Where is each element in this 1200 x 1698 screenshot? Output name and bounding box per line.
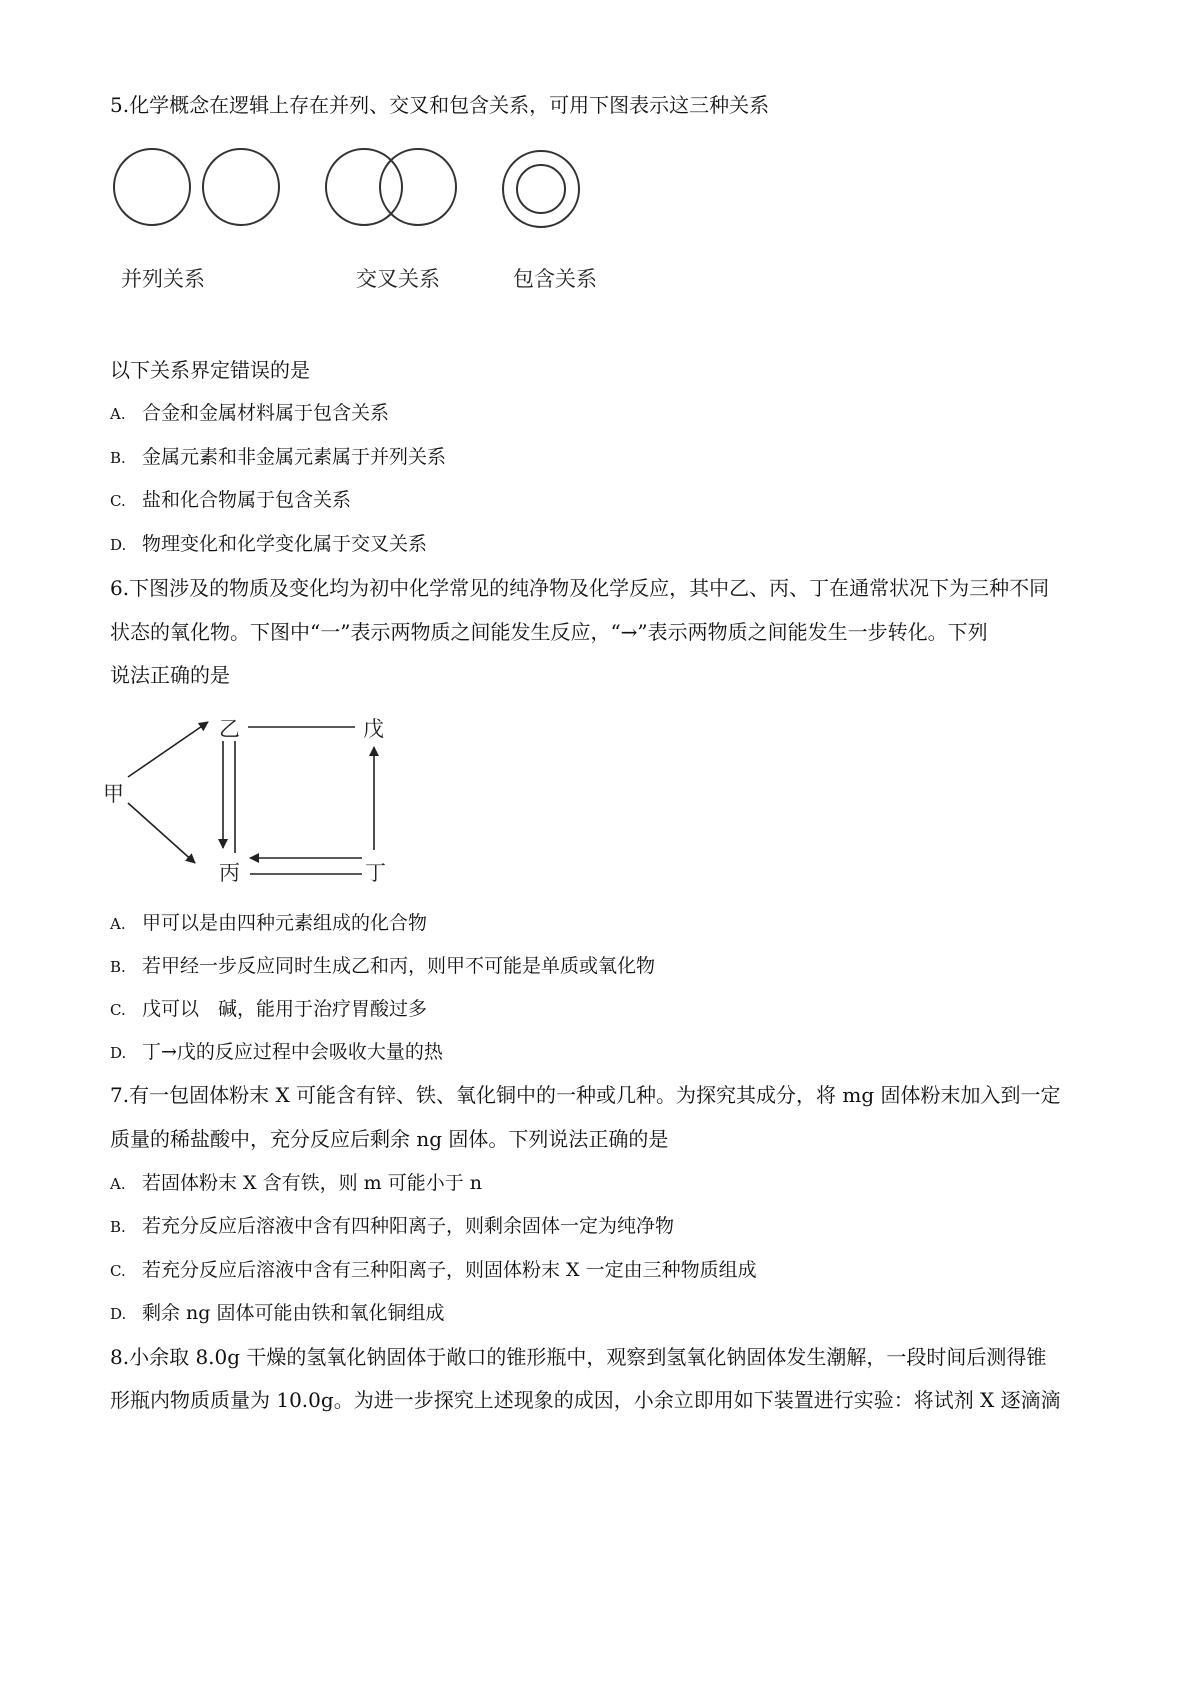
label-parallel: 并列关系 (121, 267, 205, 291)
node-jia: 甲 (103, 782, 124, 806)
q8-stem-line-1: 8.小余取 8.0g 干燥的氢氧化钠固体于敞口的锥形瓶中，观察到氢氧化钠固体发生潮解，一段时间后测得锥 (110, 1345, 1047, 1369)
q6-stem-line-3: 说法正确的是 (110, 663, 230, 687)
q5-option-b: B. 金属元素和非金属元素属于并列关系 (110, 446, 447, 468)
q5-option-d: D. 物理变化和化学变化属于交叉关系 (110, 533, 428, 555)
contain-circle-outer (503, 151, 579, 227)
q8-stem-line-2: 形瓶内物质质量为 10.0g。为进一步探究上述现象的成因，小余立即用如下装置进行实验：将试剂 X 逐滴滴 (110, 1388, 1061, 1412)
q7-stem-line-1: 7.有一包固体粉末 X 可能含有锌、铁、氧化铜中的一种或几种。为探究其成分，将 mg 固体粉末加入到一定 (110, 1083, 1061, 1107)
arrow-jia-to-bing (128, 803, 195, 863)
q6-stem-line-2: 状态的氧化物。下图中“一”表示两物质之间能发生反应，“→”表示两物质之间能发生一步转化。下列 (110, 620, 988, 644)
q7-stem-line-2: 质量的稀盐酸中，充分反应后剩余 ng 固体。下列说法正确的是 (110, 1127, 669, 1151)
parallel-circle-left (114, 149, 190, 225)
arrow-jia-to-yi (128, 722, 208, 777)
q5-stem: 5.化学概念在逻辑上存在并列、交叉和包含关系，可用下图表示这三种关系 (110, 93, 770, 117)
label-cross: 交叉关系 (356, 267, 440, 291)
q6-option-c: C. 戊可以 碱，能用于治疗胃酸过多 (110, 998, 428, 1020)
set-relation-figure (100, 135, 620, 245)
q6-stem-line-1: 6.下图涉及的物质及变化均为初中化学常见的纯净物及化学反应，其中乙、丙、丁在通常状况下为三种不同 (110, 576, 1050, 600)
q7-option-a: A. 若固体粉末 X 含有铁，则 m 可能小于 n (110, 1172, 482, 1194)
cross-circle-right (380, 149, 456, 225)
q6-option-d: D. 丁→戊的反应过程中会吸收大量的热 (110, 1041, 443, 1063)
q7-option-d: D. 剩余 ng 固体可能由铁和氧化铜组成 (110, 1302, 445, 1324)
node-yi: 乙 (219, 717, 240, 741)
label-contain: 包含关系 (513, 267, 597, 291)
node-wu: 戊 (363, 717, 384, 741)
node-ding: 丁 (365, 861, 386, 885)
q6-option-b: B. 若甲经一步反应同时生成乙和丙，则甲不可能是单质或氧化物 (110, 955, 656, 977)
q5-option-c: C. 盐和化合物属于包含关系 (110, 489, 352, 511)
q5-option-a: A. 合金和金属材料属于包含关系 (110, 402, 390, 424)
q5-prompt: 以下关系界定错误的是 (110, 358, 310, 382)
contain-circle-inner (517, 165, 565, 213)
q7-option-b: B. 若充分反应后溶液中含有四种阳离子，则剩余固体一定为纯净物 (110, 1215, 675, 1237)
node-bing: 丙 (219, 861, 240, 885)
q7-option-c: C. 若充分反应后溶液中含有三种阳离子，则固体粉末 X 一定由三种物质组成 (110, 1259, 757, 1281)
q6-option-a: A. 甲可以是由四种元素组成的化合物 (110, 912, 428, 934)
parallel-circle-right (203, 149, 279, 225)
